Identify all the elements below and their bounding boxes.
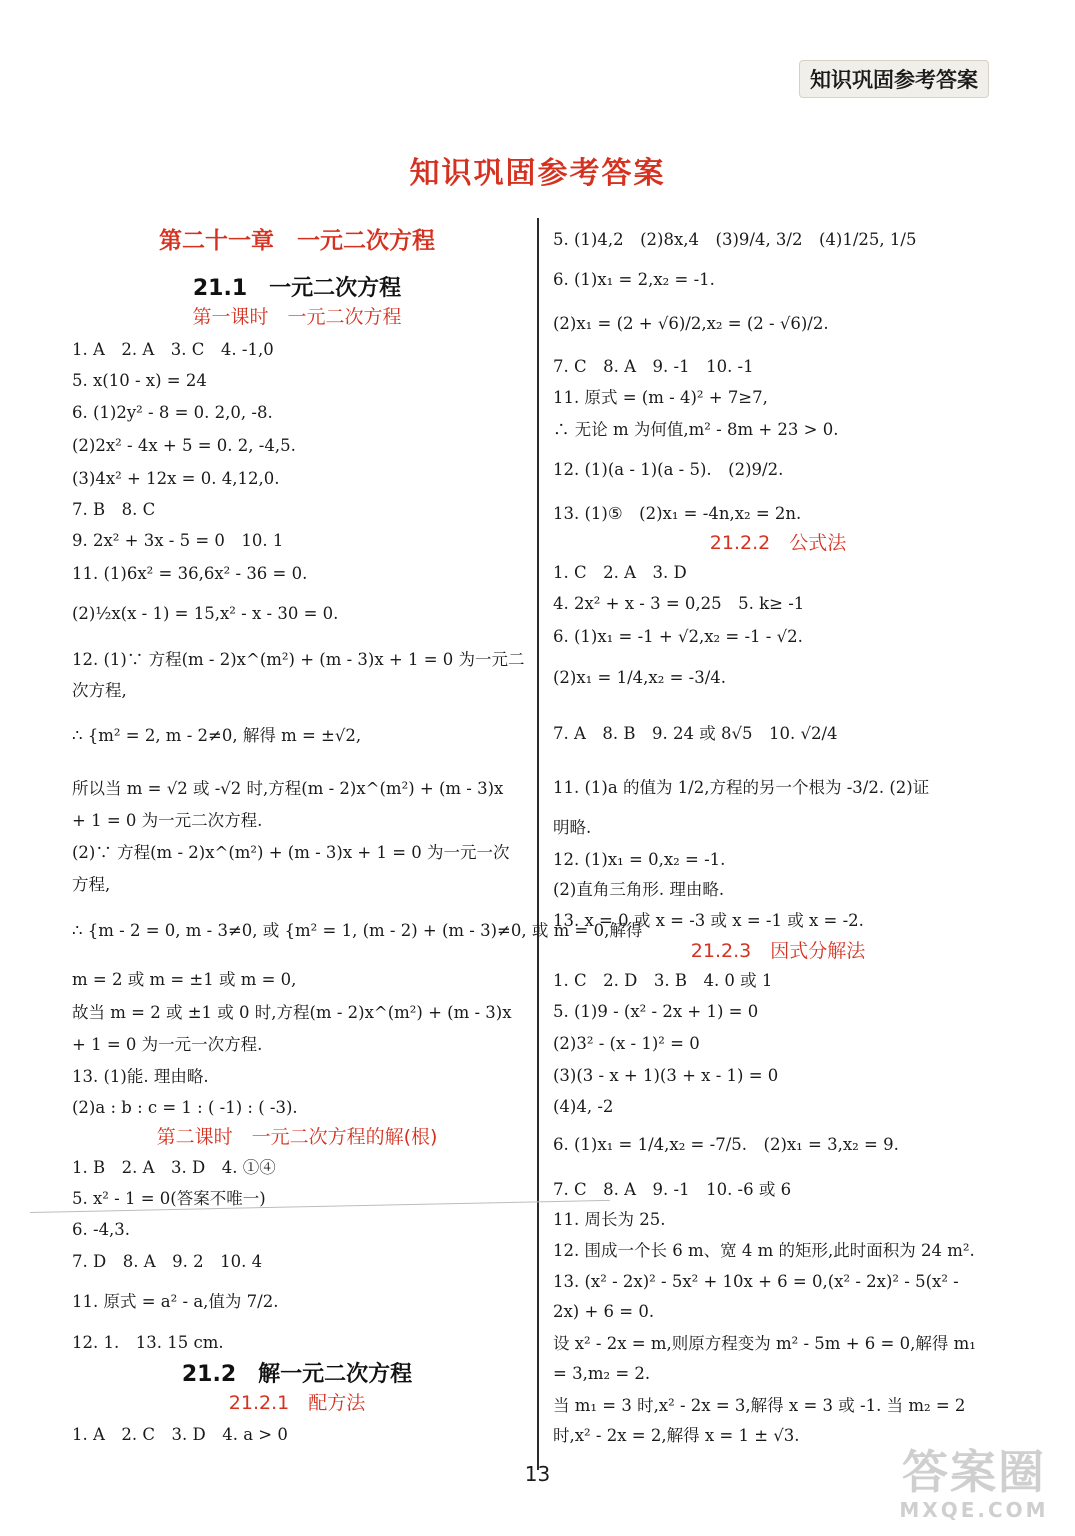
answer-line: 12. (1)∵ 方程(m - 2)x^(m²) + (m - 3)x + 1 = 0 为一元二 [72, 650, 525, 669]
answer-line: 明略. [553, 818, 592, 837]
chapter-heading: 第二十一章 一元二次方程 [159, 228, 435, 254]
answer-line: ∴ 无论 m 为何值,m² - 8m + 23 > 0. [553, 420, 839, 439]
answer-line: ∴ {m - 2 = 0, m - 3≠0, 或 {m² = 1, (m - 2) + (m - 3)≠0, 或 m = 0,解得 [72, 921, 643, 940]
watermark-main: 答案圈 [902, 1445, 1046, 1499]
answer-line: 当 m₁ = 3 时,x² - 2x = 3,解得 x = 3 或 -1. 当 m₂ = 2 [553, 1396, 966, 1415]
answer-line: (2)a : b : c = 1 : ( -1) : ( -3). [72, 1098, 298, 1117]
watermark-logo [889, 1446, 1059, 1530]
answer-line: 1. B 2. A 3. D 4. ①④ [72, 1158, 276, 1177]
watermark-url: MXQE.COM [899, 1498, 1049, 1522]
answer-line: (2)x₁ = 1/4,x₂ = -3/4. [553, 668, 727, 687]
answer-line: (4)4, -2 [553, 1097, 614, 1116]
answer-line: 6. (1)x₁ = -1 + √2,x₂ = -1 - √2. [553, 627, 803, 646]
answer-line: 5. x(10 - x) = 24 [72, 371, 207, 390]
answer-line: 12. (1)(a - 1)(a - 5). (2)9/2. [553, 460, 784, 479]
answer-line: ∴ {m² = 2, m - 2≠0, 解得 m = ±√2, [72, 726, 362, 745]
answer-line: 12. 围成一个长 6 m、宽 4 m 的矩形,此时面积为 24 m². [553, 1241, 975, 1260]
answer-line: 6. (1)2y² - 8 = 0. 2,0, -8. [72, 403, 273, 422]
answer-line: (3)(3 - x + 1)(3 + x - 1) = 0 [553, 1066, 779, 1085]
answer-line: + 1 = 0 为一元二次方程. [72, 811, 263, 830]
answer-line: m = 2 或 m = ±1 或 m = 0, [72, 970, 297, 989]
answer-line: 11. 原式 = a² - a,值为 7/2. [72, 1292, 279, 1311]
answer-line: = 3,m₂ = 2. [553, 1364, 651, 1383]
answer-line: 方程, [72, 875, 111, 894]
answer-line: 6. (1)x₁ = 1/4,x₂ = -7/5. (2)x₁ = 3,x₂ = 9. [553, 1135, 899, 1154]
page-title: 知识巩固参考答案 [409, 156, 666, 191]
answer-line: 1. C 2. D 3. B 4. 0 或 1 [553, 971, 773, 990]
answer-line: 11. (1)a 的值为 1/2,方程的另一个根为 -3/2. (2)证 [553, 778, 930, 797]
answer-line: 6. (1)x₁ = 2,x₂ = -1. [553, 270, 715, 289]
lesson-heading: 第一课时 一元二次方程 [192, 306, 402, 328]
lesson-heading: 21.2.2 公式法 [709, 532, 847, 554]
answer-line: + 1 = 0 为一元一次方程. [72, 1035, 263, 1054]
answer-line: 故当 m = 2 或 ±1 或 0 时,方程(m - 2)x^(m²) + (m - 3)x [72, 1003, 512, 1022]
answer-line: 2x) + 6 = 0. [553, 1302, 655, 1321]
answer-line: 12. (1)x₁ = 0,x₂ = -1. [553, 850, 726, 869]
answer-line: 设 x² - 2x = m,则原方程变为 m² - 5m + 6 = 0,解得 m₁ [553, 1334, 976, 1353]
answer-line: 4. 2x² + x - 3 = 0,25 5. k≥ -1 [553, 594, 805, 613]
answer-line: (2)x₁ = (2 + √6)/2,x₂ = (2 - √6)/2. [553, 314, 829, 333]
answer-line: 5. x² - 1 = 0(答案不唯一) [72, 1189, 266, 1208]
answer-line: 11. 原式 = (m - 4)² + 7≥7, [553, 388, 768, 407]
answer-line: 7. D 8. A 9. 2 10. 4 [72, 1252, 263, 1271]
answer-line: 7. C 8. A 9. -1 10. -6 或 6 [553, 1180, 792, 1199]
answer-line: 1. A 2. C 3. D 4. a > 0 [72, 1425, 288, 1444]
lesson-heading: 第二课时 一元二次方程的解(根) [156, 1126, 438, 1148]
answer-line: 13. x = 0 或 x = -3 或 x = -1 或 x = -2. [553, 911, 864, 930]
answer-line: 12. 1. 13. 15 cm. [72, 1333, 224, 1352]
answer-line: 1. C 2. A 3. D [553, 563, 687, 582]
answer-line: 5. (1)4,2 (2)8x,4 (3)9/4, 3/2 (4)1/25, 1/5 [553, 230, 917, 249]
answer-line: 所以当 m = √2 或 -√2 时,方程(m - 2)x^(m²) + (m - 3)x [72, 779, 504, 798]
answer-line: 11. 周长为 25. [553, 1210, 666, 1229]
page-number: 13 [524, 1462, 551, 1486]
answer-line: 6. -4,3. [72, 1220, 131, 1239]
answer-line: 1. A 2. A 3. C 4. -1,0 [72, 340, 274, 359]
header-tag: 知识巩固参考答案 [799, 60, 989, 98]
answer-line: 13. (1)⑤ (2)x₁ = -4n,x₂ = 2n. [553, 504, 802, 523]
lesson-heading: 21.2.1 配方法 [228, 1392, 366, 1414]
answer-line: (2)∵ 方程(m - 2)x^(m²) + (m - 3)x + 1 = 0 为一元一次 [72, 843, 510, 862]
column-divider [537, 218, 539, 1470]
answer-line: 13. (1)能. 理由略. [72, 1067, 209, 1086]
answer-line: 7. C 8. A 9. -1 10. -1 [553, 357, 754, 376]
answer-line: 13. (x² - 2x)² - 5x² + 10x + 6 = 0,(x² - 2x)² - 5(x² - [553, 1272, 959, 1291]
answer-line: (3)4x² + 12x = 0. 4,12,0. [72, 469, 280, 488]
answer-line: 9. 2x² + 3x - 5 = 0 10. 1 [72, 531, 284, 550]
section-heading: 21.2 解一元二次方程 [181, 1362, 413, 1387]
answer-line: 7. B 8. C [72, 500, 156, 519]
answer-line: 次方程, [72, 681, 127, 700]
section-heading: 21.1 一元二次方程 [192, 276, 402, 301]
answer-line: 7. A 8. B 9. 24 或 8√5 10. √2/4 [553, 724, 838, 743]
answer-line: (2)½x(x - 1) = 15,x² - x - 30 = 0. [72, 604, 339, 623]
answer-line: 时,x² - 2x = 2,解得 x = 1 ± √3. [553, 1426, 800, 1445]
answer-line: (2)2x² - 4x + 5 = 0. 2, -4,5. [72, 436, 296, 455]
lesson-heading: 21.2.3 因式分解法 [690, 940, 866, 962]
answer-line: (2)3² - (x - 1)² = 0 [553, 1034, 700, 1053]
answer-line: 11. (1)6x² = 36,6x² - 36 = 0. [72, 564, 308, 583]
answer-line: 5. (1)9 - (x² - 2x + 1) = 0 [553, 1002, 759, 1021]
answer-line: (2)直角三角形. 理由略. [553, 880, 725, 899]
